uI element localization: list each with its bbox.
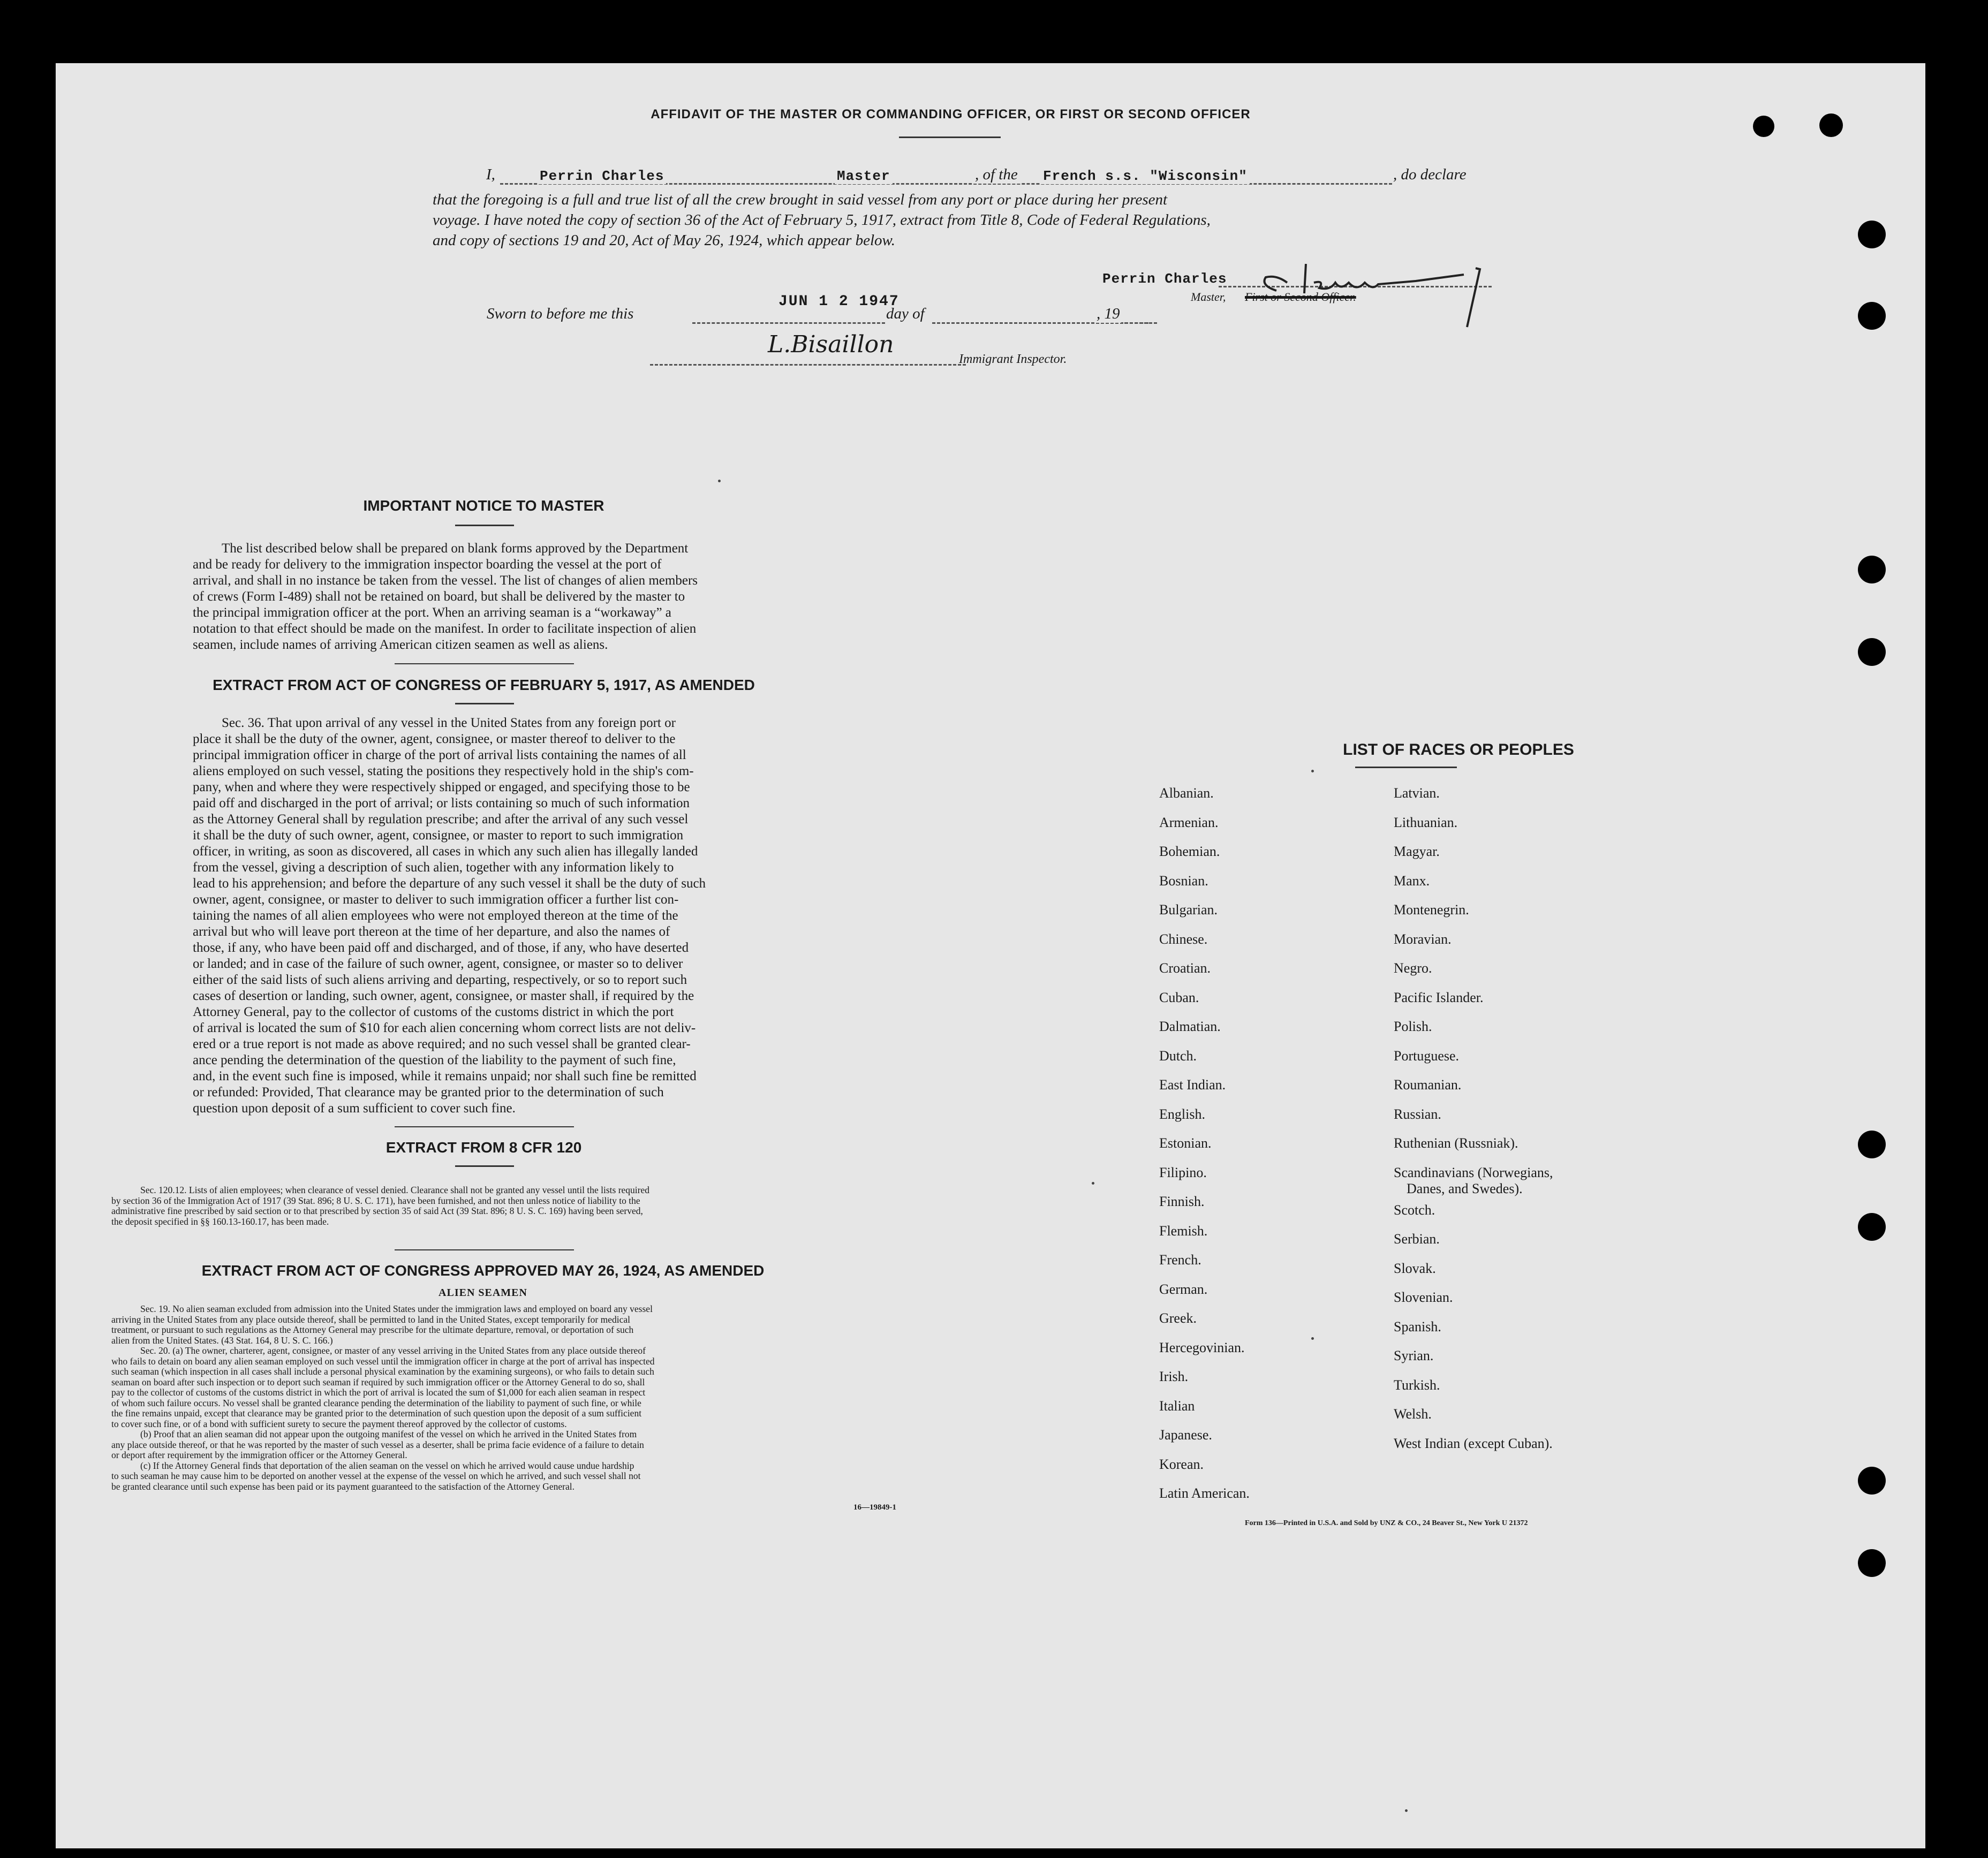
extract-1924-line: (b) Proof that an alien seaman did not appear upon the outgoing manifest of the vessel on which he arrived in the United States from <box>140 1429 637 1439</box>
signature-title: Master, <box>1191 290 1226 304</box>
punch-hole <box>1858 638 1886 666</box>
extract-1924-line: Sec. 19. No alien seaman excluded from admission into the United States under the immigration laws and employed on board any vessel <box>140 1303 653 1314</box>
race-item: Moravian. <box>1394 931 1452 947</box>
section-divider-2 <box>395 1126 574 1127</box>
punch-hole <box>1858 1549 1886 1577</box>
race-item: Lithuanian. <box>1394 814 1458 830</box>
race-item: Serbian. <box>1394 1231 1440 1247</box>
extract-1917-line: either of the said lists of such aliens arriving and departing, respectively, or so to report such <box>193 973 687 987</box>
extract-1924-line: of whom such failure occurs. No vessel shall be granted clearance pending the determination of the liability to payment of such fine, or while <box>111 1397 641 1408</box>
punch-hole <box>1858 1467 1886 1495</box>
race-item: Armenian. <box>1159 814 1219 830</box>
race-item: Portuguese. <box>1394 1048 1460 1064</box>
inspector-title: Immigrant Inspector. <box>959 352 1067 366</box>
extract-cfr-line: the deposit specified in §§ 160.13-160.17, has been made. <box>111 1216 329 1227</box>
punch-hole <box>1858 221 1886 248</box>
sworn-month-rule <box>932 322 1157 324</box>
extract-cfr-line: by section 36 of the Immigration Act of 1917 (39 Stat. 896; 8 U. S. C. 171), have been furnished, and not then unless notice of liability to the <box>111 1195 640 1206</box>
race-item: Syrian. <box>1394 1348 1434 1363</box>
extract-1917-line: Sec. 36. That upon arrival of any vessel in the United States from any foreign port or <box>222 716 676 730</box>
extract-1924-line: to cover such fine, or of a bond with sufficient surety to secure the payment thereof approved by the collector of customs. <box>111 1418 567 1429</box>
extract-1917-line: officer, in writing, as soon as discovered, all cases in which any such alien has illegally landed <box>193 844 698 859</box>
notice-title: IMPORTANT NOTICE TO MASTER <box>363 497 604 514</box>
race-item: Polish. <box>1394 1019 1432 1034</box>
signed-master-name: Perrin Charles <box>1102 271 1227 287</box>
race-item: Spanish. <box>1394 1318 1441 1334</box>
extract-cfr-title: EXTRACT FROM 8 CFR 120 <box>385 1139 582 1156</box>
race-item: Korean. <box>1159 1456 1204 1472</box>
affidavit-title: AFFIDAVIT OF THE MASTER OR COMMANDING OFFICER, OR FIRST OR SECOND OFFICER <box>651 107 1251 122</box>
extract-1917-line: or landed; and in case of the failure of such owner, agent, consignee, or master so to deliver <box>193 957 683 971</box>
race-item: Dalmatian. <box>1159 1019 1221 1034</box>
form-print-code: 16—19849-1 <box>853 1503 896 1512</box>
race-item: Negro. <box>1394 960 1432 976</box>
race-item: West Indian (except Cuban). <box>1394 1435 1553 1451</box>
extract-1924-line: any place outside thereof, or that he was reported by the master of such vessel as a deserter, shall be prima facie evidence of a failure to detain <box>111 1439 644 1450</box>
vessel-name: French s.s. "Wisconsin" <box>1041 168 1250 184</box>
extract-1917-line: it shall be the duty of such owner, agent, consignee, or master to report to such immigration <box>193 828 684 843</box>
extract-1917-line: cases of desertion or landing, such owner, agent, consignee, or master shall, if required by the <box>193 989 694 1003</box>
scan-speck <box>1092 1182 1094 1185</box>
extract-1917-line: as the Attorney General shall by regulation prescribe; and after the arrival of any such vessel <box>193 812 689 826</box>
punch-hole <box>1858 302 1886 330</box>
notice-line: seamen, include names of arriving American citizen seamen as well as aliens. <box>193 638 608 652</box>
affidavit-line-2: that the foregoing is a full and true list of all the crew brought in said vessel from any port or place during her present <box>433 191 1168 208</box>
punch-hole <box>1858 556 1886 583</box>
extract-1924-line: pay to the collector of customs of the customs district in which the port of arrival is located the sum of $1,000 for each alien seaman in respect <box>111 1387 646 1398</box>
scan-speck <box>1311 770 1314 772</box>
extract-1917-line: Attorney General, pay to the collector of customs of the customs district in which the port <box>193 1005 674 1019</box>
punch-hole <box>1753 116 1774 137</box>
section-divider-1 <box>395 663 574 664</box>
race-item: Bohemian. <box>1159 844 1220 859</box>
extract-1917-line: of arrival is located the sum of $10 for each alien concerning whom correct lists are not deliv- <box>193 1021 696 1035</box>
notice-line: notation to that effect should be made on the manifest. In order to facilitate inspection of alien <box>193 621 697 636</box>
race-item: Croatian. <box>1159 960 1211 976</box>
extract-1917-line: owner, agent, consignee, or master to deliver to such immigration officer a further list con- <box>193 892 679 907</box>
race-item: Ruthenian (Russniak). <box>1394 1135 1518 1151</box>
race-item: Italian <box>1159 1398 1195 1414</box>
extract-1924-line: be granted clearance until such expense has been paid or its payment guaranteed to the satisfaction of the Attorney General. <box>111 1481 575 1492</box>
race-item: French. <box>1159 1252 1201 1268</box>
race-item: East Indian. <box>1159 1077 1226 1093</box>
race-item: Greek. <box>1159 1310 1197 1326</box>
extract-1917-line: question upon deposit of a sum sufficient to cover such fine. <box>193 1101 516 1116</box>
scan-speck <box>1311 1337 1314 1340</box>
extract-1917-line: or refunded: Provided, That clearance may be granted prior to the determination of such <box>193 1085 664 1099</box>
race-item: German. <box>1159 1281 1208 1297</box>
extract-1917-line: pany, when and where they were respectively shipped or engaged, and specifying those to be <box>193 780 690 794</box>
notice-title-underline <box>455 525 514 526</box>
extract-1924-subtitle: ALIEN SEAMEN <box>439 1287 527 1299</box>
notice-line: The list described below shall be prepared on blank forms approved by the Department <box>222 541 689 556</box>
extract-cfr-line: administrative fine prescribed by said section or to that prescribed by section 35 of said Act (39 Stat. 896; 8 U. S. C. 169) having been served, <box>111 1205 643 1216</box>
extract-1924-line: who fails to detain on board any alien seaman employed on such vessel until the immigration officer in charge at the port of arrival has inspected <box>111 1355 655 1367</box>
races-title: LIST OF RACES OR PEOPLES <box>1343 741 1574 759</box>
extract-1917-line: aliens employed on such vessel, stating the positions they respectively hold in the ship's com- <box>193 764 694 778</box>
master-name: Perrin Charles <box>538 168 666 184</box>
race-item: Irish. <box>1159 1369 1189 1384</box>
race-item: Scandinavians (Norwegians, <box>1394 1164 1553 1180</box>
races-right-column <box>1394 785 1672 1465</box>
extract-1924-body <box>111 1304 855 1492</box>
extract-1924-line: Sec. 20. (a) The owner, charterer, agent, consignee, or master of any vessel arriving in the United States from any place outside thereof <box>140 1345 646 1356</box>
title-underline <box>899 136 1001 138</box>
document-page <box>56 63 1925 1848</box>
extract-1924-line: such seaman (which inspection in all cases shall include a personal physical examination by the examining surgeons), or who fails to detain such <box>111 1366 654 1377</box>
extract-1924-line: the fine remains unpaid, except that clearance may be granted prior to the determination of such question upon the deposit of a sum sufficient <box>111 1408 642 1419</box>
race-item: Danes, and Swedes). <box>1407 1180 1523 1196</box>
punch-hole <box>1819 113 1843 137</box>
inspector-signature-rule <box>650 364 966 366</box>
race-item: Hercegovinian. <box>1159 1339 1245 1355</box>
race-item: Manx. <box>1394 873 1430 889</box>
extract-1917-line: from the vessel, giving a description of such alien, together with any information likely to <box>193 860 674 875</box>
race-item: Latvian. <box>1394 785 1440 801</box>
extract-1924-title: EXTRACT FROM ACT OF CONGRESS APPROVED MAY 26, 1924, AS AMENDED <box>201 1262 765 1279</box>
extract-1924-line: to such seaman he may cause him to be deported on another vessel at the expense of the vessel on which he arrived, and such vessel shall not <box>111 1470 641 1481</box>
sworn-day-rule <box>692 322 885 324</box>
extract-1917-line: paid off and discharged in the port of arrival; or lists containing so much of such information <box>193 796 690 810</box>
race-item: Turkish. <box>1394 1377 1440 1393</box>
date-stamp: JUN 1 2 1947 <box>778 293 899 310</box>
extract-1924-line: (c) If the Attorney General finds that deportation of the alien seaman on the vessel on which he arrived would cause undue hardship <box>140 1460 634 1471</box>
race-item: Finnish. <box>1159 1194 1205 1209</box>
notice-line: of crews (Form I-489) shall not be retained on board, but shall be delivered by the master to <box>193 589 685 604</box>
races-left-column <box>1159 785 1363 1515</box>
race-item: Flemish. <box>1159 1223 1208 1239</box>
extract-cfr-body <box>111 1185 855 1227</box>
extract-1924-line: seaman on board after such inspection or to deport such seaman if required by such immigration officer or the Attorney General to do so, shall <box>111 1376 645 1387</box>
race-item: Scotch. <box>1394 1202 1435 1218</box>
extract-cfr-underline <box>455 1165 514 1167</box>
extract-1917-line: ance pending the determination of the question of the liability to the payment of such fine, <box>193 1053 676 1067</box>
scan-speck <box>1405 1809 1408 1812</box>
extract-1917-line: those, if any, who have been paid off and discharged, and of those, if any, who have deserted <box>193 941 689 955</box>
notice-line: and be ready for delivery to the immigration inspector boarding the vessel at the port of <box>193 557 662 572</box>
struck-officer-text: First or Second Officer. <box>1245 290 1356 304</box>
race-item: Bosnian. <box>1159 873 1208 889</box>
do-declare-label: , do declare <box>1393 166 1467 183</box>
inspector-signature: L.Bisaillon <box>762 331 899 358</box>
extract-1924-line: or deport after requirement by the immigration officer or the Attorney General. <box>111 1450 407 1460</box>
race-item: English. <box>1159 1106 1205 1122</box>
extract-1917-title: EXTRACT FROM ACT OF CONGRESS OF FEBRUARY 5, 1917, AS AMENDED <box>213 677 755 693</box>
race-item: Japanese. <box>1159 1427 1212 1443</box>
scan-speck <box>718 480 721 482</box>
races-title-underline <box>1355 767 1457 768</box>
of-the-label: , of the <box>972 166 1021 184</box>
extract-1917-line: taining the names of all alien employees who were not employed thereon at the time of the <box>193 908 678 923</box>
master-rank: Master <box>835 168 893 184</box>
race-item: Chinese. <box>1159 931 1208 947</box>
race-item: Latin American. <box>1159 1485 1250 1501</box>
section-divider-3 <box>395 1249 574 1250</box>
race-item: Cuban. <box>1159 989 1199 1005</box>
extract-1917-line: arrival but who will leave port thereon at the time of her departure, and also the names of <box>193 924 670 939</box>
extract-1917-line: principal immigration officer in charge of the port of arrival lists containing the names of all <box>193 748 686 762</box>
race-item: Albanian. <box>1159 785 1214 801</box>
race-item: Russian. <box>1394 1106 1441 1122</box>
year-label: , 19 <box>1097 305 1120 322</box>
race-item: Dutch. <box>1159 1048 1197 1064</box>
affidavit-line-3: voyage. I have noted the copy of section 36 of the Act of February 5, 1917, extract from Title 8, Code of Federal Regulations, <box>433 211 1211 229</box>
notice-body <box>193 541 775 653</box>
race-item: Welsh. <box>1394 1406 1432 1422</box>
race-item: Pacific Islander. <box>1394 989 1484 1005</box>
race-item: Magyar. <box>1394 844 1440 859</box>
sworn-label: Sworn to before me this <box>487 305 634 322</box>
race-item: Bulgarian. <box>1159 902 1218 917</box>
race-item: Filipino. <box>1159 1164 1207 1180</box>
extract-1917-line: lead to his apprehension; and before the departure of any such vessel it shall be the duty of such <box>193 876 706 891</box>
race-item: Estonian. <box>1159 1135 1212 1151</box>
affidavit-i-label: I, <box>486 166 495 183</box>
extract-1917-line: ered or a true report is not made as above required; and no such vessel shall be granted clear- <box>193 1037 691 1051</box>
notice-line: the principal immigration officer at the port. When an arriving seaman is a “workaway” a <box>193 605 671 620</box>
extract-1917-underline <box>455 703 514 704</box>
race-item: Roumanian. <box>1394 1077 1462 1093</box>
extract-1917-line: and, in the event such fine is imposed, while it remains unpaid; nor shall such fine be remitted <box>193 1069 697 1083</box>
race-item: Slovenian. <box>1394 1290 1453 1305</box>
extract-1924-line: arriving in the United States from any place outside thereof, shall be permitted to land in the United States, except temporarily for medical <box>111 1314 631 1325</box>
printer-footer: Form 136—Printed in U.S.A. and Sold by UNZ & CO., 24 Beaver St., New York U 21372 <box>1245 1519 1528 1527</box>
race-item: Slovak. <box>1394 1260 1436 1276</box>
punch-hole <box>1858 1213 1886 1241</box>
notice-line: arrival, and shall in no instance be taken from the vessel. The list of changes of alien members <box>193 573 698 588</box>
day-of-label: day of <box>886 305 925 322</box>
extract-1917-body <box>193 715 775 1117</box>
punch-hole <box>1858 1131 1886 1158</box>
extract-1924-line: treatment, or pursuant to such regulations as the Attorney General may prescribe for the ultimate departure, removal, or deportation of such <box>111 1324 634 1335</box>
year-rule <box>1124 322 1148 324</box>
extract-1917-line: place it shall be the duty of the owner, agent, consignee, or master thereof to deliver to the <box>193 732 676 746</box>
race-item: Montenegrin. <box>1394 902 1469 917</box>
extract-cfr-line: Sec. 120.12. Lists of alien employees; when clearance of vessel denied. Clearance shall not be granted any vessel until the lists required <box>140 1185 650 1195</box>
affidavit-line-4: and copy of sections 19 and 20, Act of May 26, 1924, which appear below. <box>433 232 895 249</box>
extract-1924-line: alien from the United States. (43 Stat. 164, 8 U. S. C. 166.) <box>111 1334 333 1346</box>
